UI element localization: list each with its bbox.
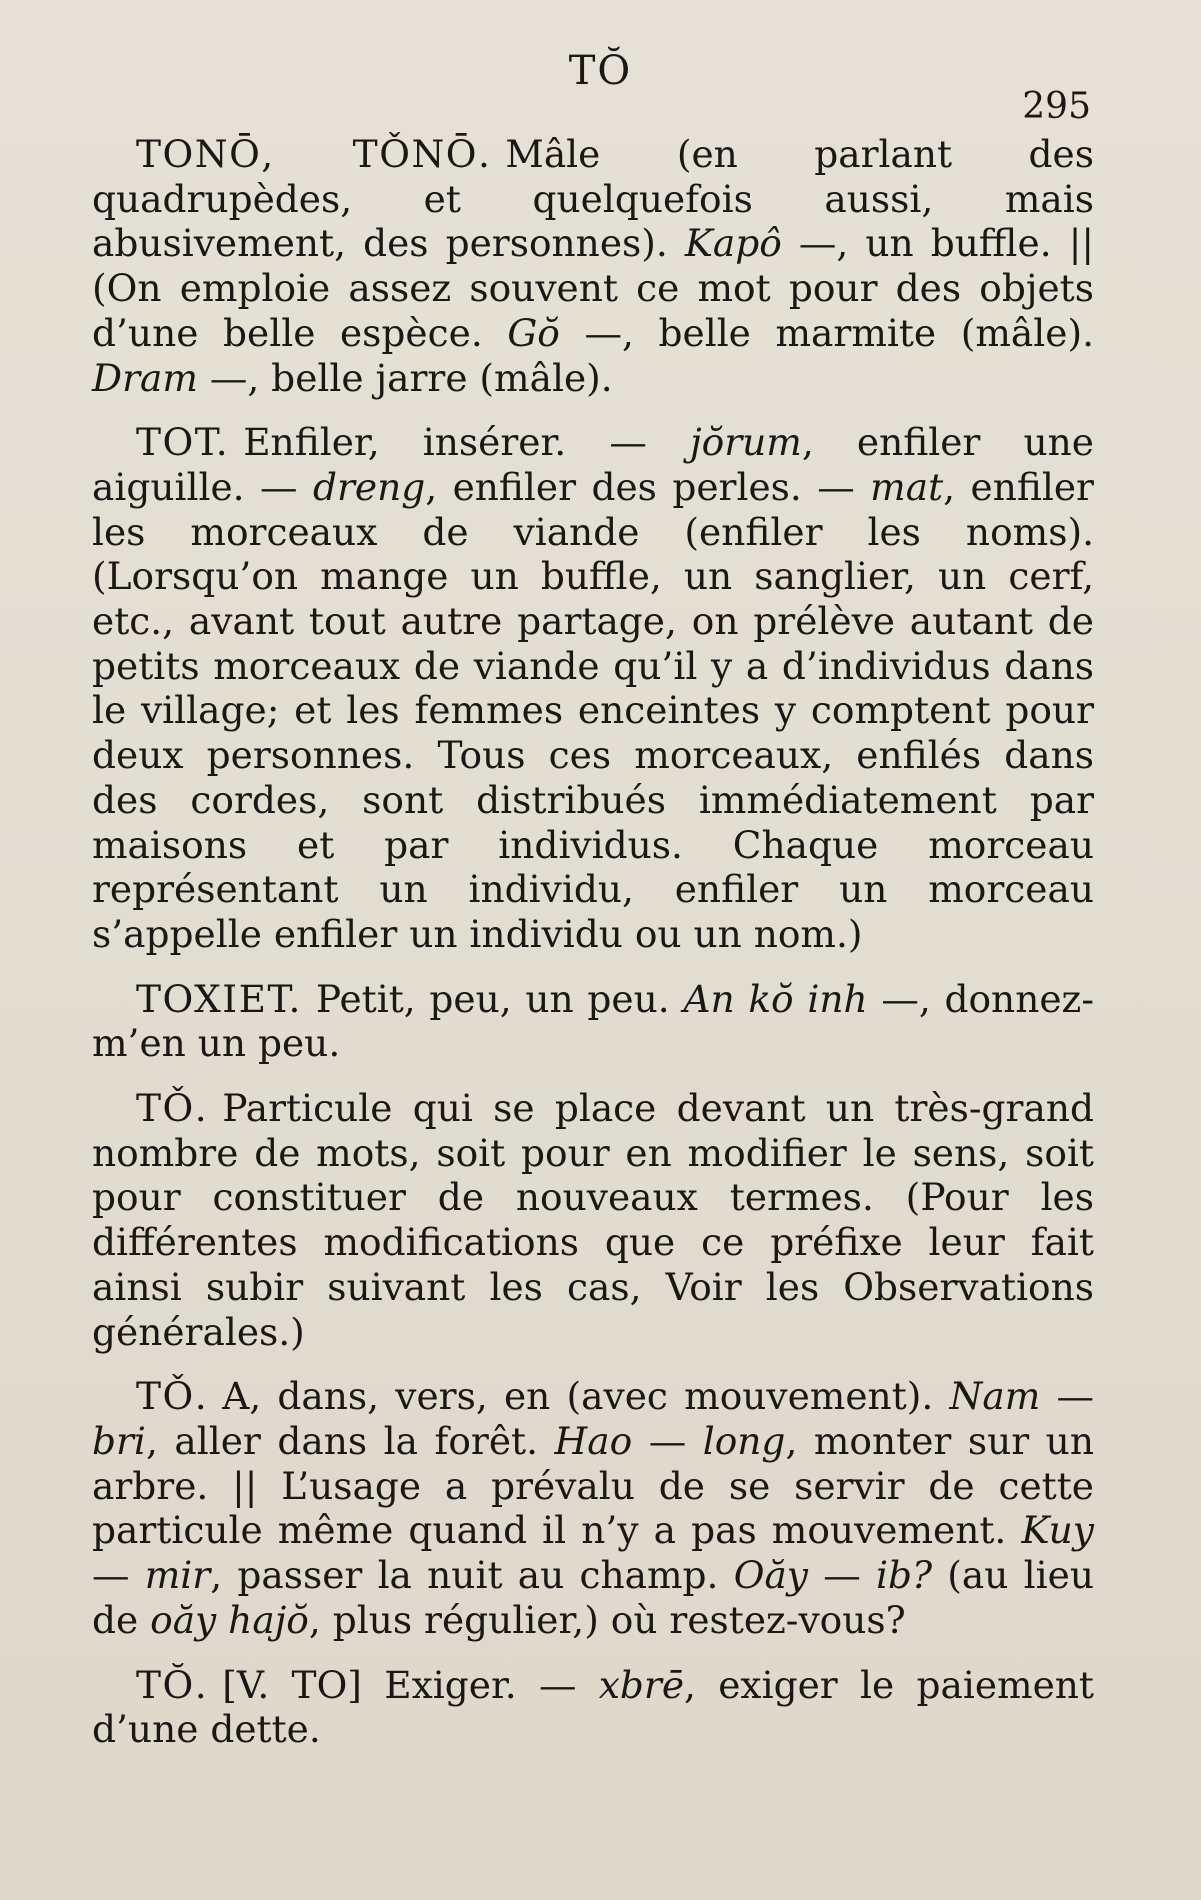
example-word: Gŏ (507, 310, 560, 355)
entry-list (92, 132, 1094, 1772)
entry-headword: TOXIET. (136, 976, 302, 1021)
entry-text: Mâle (en parlant des quadrupèdes, et quelquefois aussi, mais abusivement, des personnes). (92, 132, 1094, 266)
entry-text: , passer la nuit au champ. (210, 1553, 734, 1598)
entry-text: —, un buffle. || (On emploie assez souvent ce mot pour des objets d’une belle espèce. (92, 221, 1094, 355)
entry-text: , enfiler des perles. — (425, 464, 871, 509)
example-word: jŏrum (689, 420, 802, 465)
example-word: long (702, 1418, 786, 1463)
entry-text: , enfiler une aiguille. — (92, 420, 1094, 509)
entry-text: Particule qui se place devant un très-grand nombre de mots, soit pour en modifier le sens, soit pour constituer de nouveaux termes. (Pour les différentes modifications que ce préfixe leur fait ainsi subir suivant les cas, Voir les Observations générales.) (92, 1086, 1094, 1354)
entry-text: — (1040, 1374, 1094, 1419)
example-word: ib? (875, 1553, 933, 1598)
entry-text: — (632, 1418, 703, 1463)
entry-headword: TǑ. (136, 1086, 209, 1131)
entry-text: [V. TO] Exiger. — (222, 1662, 599, 1707)
entry-text: , aller dans la forêt. (145, 1418, 555, 1463)
entry-text: , exiger le paiement d’une dette. (92, 1662, 1094, 1752)
entry-text: Petit, peu, un peu. (315, 976, 684, 1021)
example-word: Kapô (684, 221, 782, 266)
entry-text: , monter sur un arbre. || L’usage a prévalu de se servir de cette particule même quand il n’y a pas mouvement. (92, 1418, 1094, 1553)
entry-text: — (92, 1553, 145, 1598)
example-word: Kuy (1021, 1508, 1094, 1553)
entry-headword: TǑ. (136, 1374, 209, 1419)
dictionary-entry (92, 977, 1094, 1066)
entry-text: (au lieu de (92, 1553, 1095, 1642)
entry-text: —, belle jarre (mâle). (197, 355, 613, 400)
page-number: 295 (1022, 86, 1091, 127)
entry-text: Enfiler, insérer. — (243, 420, 690, 465)
dictionary-entry (92, 132, 1094, 400)
example-word: bri (92, 1418, 146, 1463)
entry-text: — (808, 1553, 876, 1598)
dictionary-entry (92, 1374, 1094, 1642)
dictionary-entry (92, 420, 1094, 956)
example-word: Nam (949, 1374, 1041, 1419)
entry-text: , plus régulier,) où restez-vous? (308, 1597, 906, 1642)
entry-headword: TONŌ, TǑNŌ. (136, 132, 492, 176)
example-word: mat (870, 464, 944, 509)
dictionary-entry (92, 1086, 1094, 1354)
example-word: An kŏ inh (683, 976, 868, 1021)
entry-text: —, belle marmite (mâle). (559, 310, 1095, 355)
example-word: Dram (92, 355, 198, 400)
entry-headword: TOT. (136, 420, 230, 465)
example-word: oăy hajŏ (150, 1597, 309, 1642)
dictionary-entry (92, 1663, 1094, 1752)
example-word: Hao (554, 1418, 633, 1463)
example-word: xbrē (598, 1662, 685, 1707)
entry-text: A, dans, vers, en (avec mouvement). (222, 1374, 950, 1419)
entry-text: —, donnez-m’en un peu. (92, 976, 1094, 1066)
example-word: dreng (312, 464, 426, 509)
example-word: Oăy (733, 1553, 808, 1598)
running-head: TŎ (568, 48, 633, 94)
example-word: mir (144, 1553, 211, 1598)
entry-headword: TŎ. (136, 1662, 209, 1707)
entry-text: , enfiler les morceaux de viande (enfiler les noms). (Lorsqu’on mange un buffle, un sanglier, un cerf, etc., avant tout autre partage, on prélève autant de petits morceaux de viande qu’il y a d’individus dans le village; et les femmes enceintes y comptent pour deux personnes. Tous ces morceaux, enfilés dans des cordes, sont distribués immédiatement par maisons et par individus. Chaque morceau représentant un individu, enfiler un morceau s’appelle enfiler un individu ou un nom.) (92, 464, 1094, 956)
